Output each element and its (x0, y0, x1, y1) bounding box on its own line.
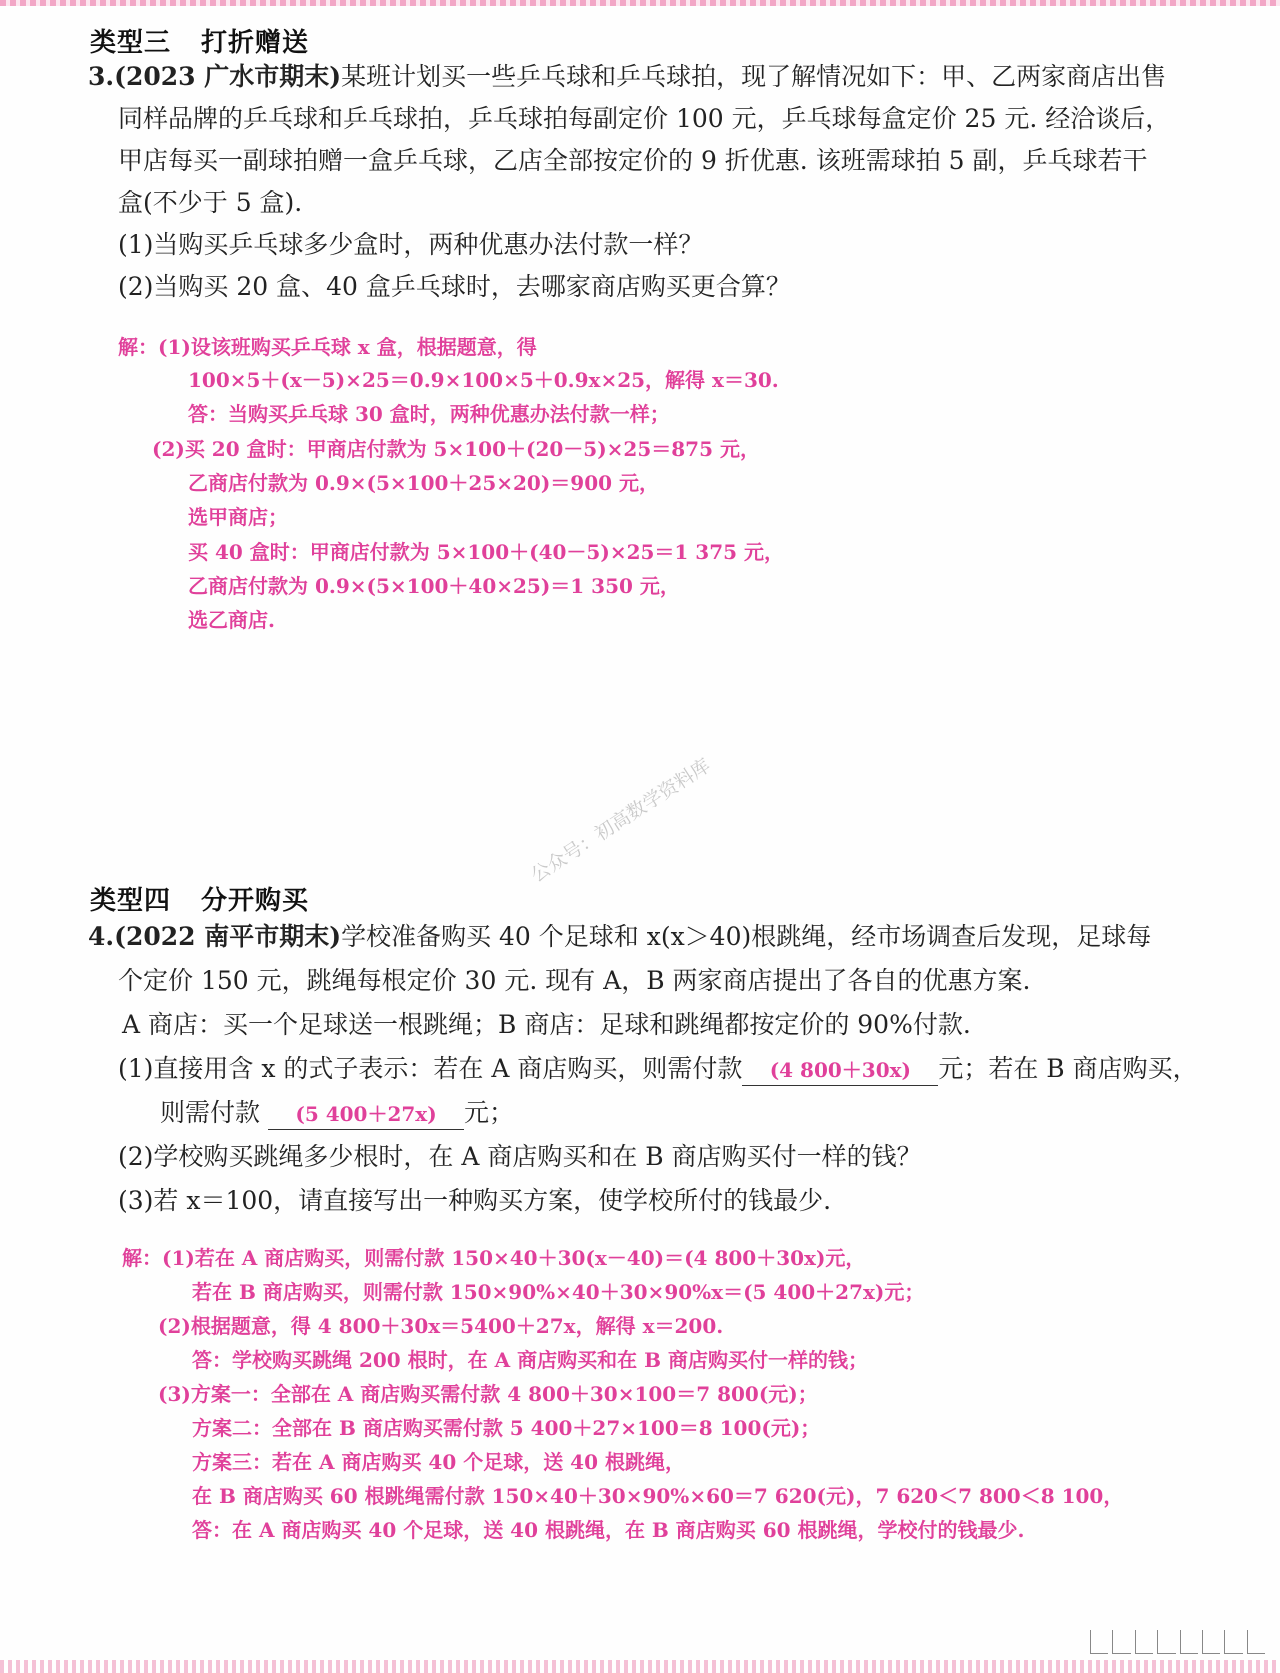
solution-3-line: 100×5＋(x－5)×25＝0.9×100×5＋0.9x×25，解得 x＝30. (188, 368, 779, 392)
problem-3-sub-1: (1)当购买乒乓球多少盒时，两种优惠办法付款一样？ (118, 230, 704, 259)
bottom-strip (0, 1660, 1280, 1673)
section-label: 类型三 (90, 28, 172, 58)
problem-source: (2023 广水市期末) (114, 62, 342, 91)
q1-text: (1)直接用含 x 的式子表示：若在 A 商店购买，则需付款 (118, 1054, 743, 1083)
solution-4-line: 若在 B 商店购买，则需付款 150×90%×40＋30×90%x＝(5 400＋27x)元； (192, 1280, 925, 1304)
problem-3-sub-2: (2)当购买 20 盒、40 盒乒乓球时，去哪家商店购买更合算？ (118, 272, 791, 301)
section-heading-3 (90, 22, 309, 59)
problem-4-q2: (2)学校购买跳绳多少根时，在 A 商店购买和在 B 商店购买付一样的钱？ (118, 1142, 922, 1171)
solution-3-line: 解：(1)设该班购买乒乓球 x 盒，根据题意，得 (118, 335, 537, 359)
solution-3-line: 乙商店付款为 0.9×(5×100＋40×25)＝1 350 元， (188, 574, 680, 598)
problem-3-line-2: 同样品牌的乒乓球和乒乓球拍，乒乓球拍每副定价 100 元，乒乓球每盒定价 25 元. 经洽谈后， (118, 104, 1171, 133)
problem-3-line-1 (88, 62, 1166, 92)
corner-mark (1090, 1630, 1265, 1654)
problem-4-line-1 (88, 922, 1151, 952)
answer-blank-2: (5 400＋27x) (268, 1099, 464, 1130)
problem-text: 某班计划买一些乒乓球和乒乓球拍，现了解情况如下：甲、乙两家商店出售 (341, 62, 1167, 91)
section-heading-4 (90, 880, 309, 917)
answer-blank-1: (4 800＋30x) (742, 1055, 938, 1086)
solution-3-line: (2)买 20 盒时：甲商店付款为 5×100＋(20－5)×25＝875 元， (152, 437, 760, 461)
problem-4-q3: (3)若 x＝100，请直接写出一种购买方案，使学校所付的钱最少. (118, 1186, 832, 1215)
solution-4-line: (3)方案一：全部在 A 商店购买需付款 4 800＋30×100＝7 800(元)； (158, 1382, 818, 1406)
section-name: 分开购买 (201, 886, 310, 916)
q1-text: 元； (464, 1098, 515, 1127)
problem-3-line-4: 盒(不少于 5 盒). (118, 188, 303, 217)
problem-number: 3. (88, 62, 115, 91)
solution-3-line: 买 40 盒时：甲商店付款为 5×100＋(40－5)×25＝1 375 元， (188, 540, 784, 564)
problem-4-line-2: 个定价 150 元，跳绳每根定价 30 元. 现有 A，B 两家商店提出了各自的优惠方案. (118, 966, 1031, 995)
solution-4-line: 在 B 商店购买 60 根跳绳需付款 150×40＋30×90%×60＝7 620(元)，7 620＜7 800＜8 100， (192, 1484, 1124, 1508)
section-label: 类型四 (90, 886, 172, 916)
solution-4-line: 方案三：若在 A 商店购买 40 个足球，送 40 根跳绳， (192, 1450, 685, 1474)
q1-text: 元；若在 B 商店购买， (938, 1054, 1198, 1083)
solution-4-line: 答：在 A 商店购买 40 个足球，送 40 根跳绳，在 B 商店购买 60 根跳绳，学校付的钱最少. (192, 1518, 1025, 1542)
solution-3-line: 选甲商店； (188, 505, 288, 529)
problem-number: 4. (88, 922, 115, 951)
top-border (0, 0, 1280, 6)
problem-source: (2022 南平市期末) (114, 922, 342, 951)
problem-text: 学校准备购买 40 个足球和 x(x＞40)根跳绳，经市场调查后发现，足球每 (341, 922, 1152, 951)
problem-4-q1-line-1 (118, 1054, 1198, 1086)
solution-4-line: 解：(1)若在 A 商店购买，则需付款 150×40＋30(x－40)＝(4 800＋30x)元， (122, 1246, 866, 1270)
solution-3-line: 乙商店付款为 0.9×(5×100＋25×20)＝900 元， (188, 471, 659, 495)
watermark: 公众号：初高数学资料库 (527, 754, 715, 887)
problem-3-line-3: 甲店每买一副球拍赠一盒乒乓球，乙店全部按定价的 9 折优惠. 该班需球拍 5 副，乒乓球若干 (118, 146, 1148, 175)
problem-4-q1-line-2 (160, 1098, 514, 1130)
solution-3-line: 答：当购买乒乓球 30 盒时，两种优惠办法付款一样； (188, 402, 670, 426)
solution-3-line: 选乙商店. (188, 608, 275, 632)
section-name: 打折赠送 (201, 28, 310, 58)
problem-4-line-3: A 商店：买一个足球送一根跳绳；B 商店：足球和跳绳都按定价的 90%付款. (122, 1010, 971, 1039)
solution-4-line: (2)根据题意，得 4 800＋30x＝5400＋27x，解得 x＝200. (158, 1314, 724, 1338)
q1-text: 则需付款 (160, 1098, 261, 1127)
solution-4-line: 方案二：全部在 B 商店购买需付款 5 400＋27×100＝8 100(元)； (192, 1416, 821, 1440)
solution-4-line: 答：学校购买跳绳 200 根时，在 A 商店购买和在 B 商店购买付一样的钱； (192, 1348, 868, 1372)
